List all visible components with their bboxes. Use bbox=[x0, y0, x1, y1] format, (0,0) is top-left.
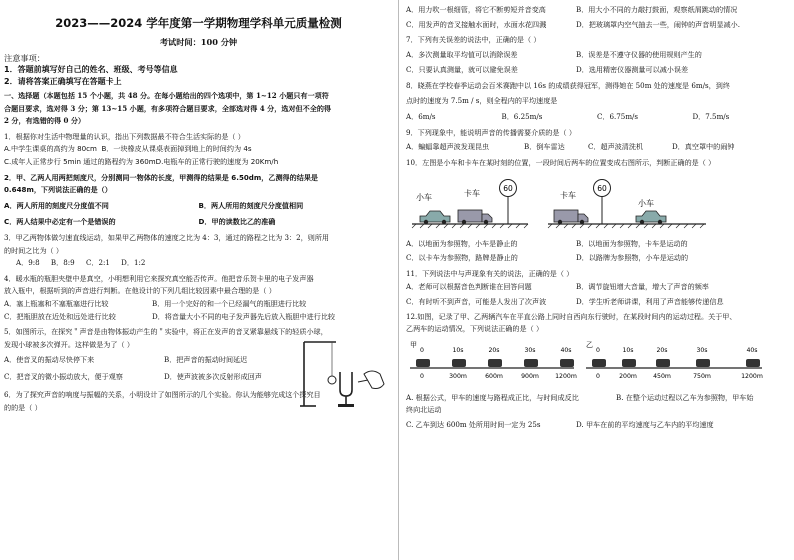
q11-option-c: C．有时听不到声音，可能是人发出了次声波 bbox=[406, 296, 547, 306]
q9-option-b: B．倒车雷达 bbox=[524, 142, 565, 152]
q5-block bbox=[4, 326, 393, 383]
note-item: 1．答题前填写好自己的姓名、班级、考号等信息 bbox=[4, 65, 178, 74]
q2-option-c: C．两人结果中必定有一个是错误的 bbox=[4, 217, 116, 227]
q1-stem: 1．根据你对生活中物理量的认识，指出下列数据最不符合生活实际的是（ ） bbox=[4, 131, 245, 141]
q4-options-ab bbox=[4, 298, 393, 311]
jia-time-0: 0 bbox=[420, 346, 424, 354]
car-label-left: 小车 bbox=[416, 192, 432, 202]
q1-option-d: D.电瓶车的正常行驶的速度为 20Km/h bbox=[155, 156, 279, 166]
q8-option-d: D．7.5m/s bbox=[692, 112, 730, 122]
jia-dist-1: 300m bbox=[449, 372, 467, 380]
q8-option-c: C．6.75m/s bbox=[597, 112, 639, 122]
car-label-right: 小车 bbox=[638, 198, 654, 208]
section-intro-line: 2 分，有选错的得 0 分） bbox=[4, 116, 86, 126]
q5-option-c: C．把音叉的微小振动放大，便于观察 bbox=[4, 371, 123, 381]
jia-time-3: 30s bbox=[524, 346, 536, 354]
q3-options bbox=[4, 257, 393, 270]
notes-heading: 注意事项： bbox=[4, 53, 45, 63]
q5-option-d: D．使声波被多次反射形成回声 bbox=[164, 371, 262, 381]
car-right bbox=[636, 211, 666, 222]
exam-title: 2023——2024 学年度第一学期物理学科单元质量检测 bbox=[55, 16, 342, 30]
q10-option-d: D．以路牌为参照物，小车是运动的 bbox=[576, 253, 689, 263]
exam-duration: 考试时间：100 分钟 bbox=[159, 37, 238, 47]
speed-sign-left-value: 60 bbox=[503, 183, 513, 193]
yi-time-2: 20s bbox=[656, 346, 668, 354]
q12-stem-line: 乙两车的运动情况，下列说法正确的是（ ） bbox=[406, 324, 544, 334]
q5-option-b: B．把声音的振动时间延迟 bbox=[164, 355, 248, 365]
q3-option-d: D．1:2 bbox=[121, 258, 146, 268]
yi-dist-2: 450m bbox=[653, 372, 671, 380]
q10-option-c: C．以卡车为参照物，路牌是静止的 bbox=[406, 253, 518, 263]
q2-option-b: B．两人所用的刻度尺分度值相同 bbox=[198, 200, 304, 210]
q3-option-b: B．8:9 bbox=[50, 258, 75, 268]
q11-options-ab bbox=[406, 281, 788, 294]
q4-option-d: D．将音量大小不同的电子发声器先后放入瓶胆中进行比较 bbox=[152, 311, 336, 321]
yi-dist-3: 750m bbox=[693, 372, 711, 380]
jia-dist-0: 0 bbox=[420, 372, 424, 380]
q1-options-cd bbox=[4, 156, 393, 169]
q8-option-a: A．6m/s bbox=[406, 112, 436, 122]
q12-option-a: A. 根据公式，甲车的速度与路程成正比，与时间成反比 bbox=[406, 392, 579, 402]
q6-stem-line: 6．为了探究声音的响度与振幅的关系，小明设计了如图所示的几个实验。你认为能够完成这个探究目 bbox=[4, 390, 321, 400]
q10-stem: 10．左图是小车和卡车在某时刻的位置，一段时间后两车的位置变成右图所示，判断正确的是（ ） bbox=[406, 157, 716, 167]
yi-time-1: 10s bbox=[622, 346, 634, 354]
note-item: 2．请将答案正确填写在答题卡上 bbox=[4, 77, 122, 86]
q10-option-a: A．以地面为参照物，小车是静止的 bbox=[406, 238, 518, 248]
q5-stem-line: 发现小球被多次弹开。这样做是为了（ ） bbox=[4, 339, 134, 349]
q4-stem-line: 4．暖水瓶的瓶胆夹壁中是真空，小明想利用它来探究真空能否传声。他把音乐贺卡里的电子发声器 bbox=[4, 273, 314, 283]
q12-options-cd bbox=[406, 419, 788, 432]
q3-option-a: A．9:8 bbox=[16, 258, 40, 268]
q12-options-ab bbox=[406, 392, 788, 405]
left-scene bbox=[412, 179, 528, 228]
q4-stem-line: 放入瓶中，根据听到的声音进行判断。在他设计的下列几组比较因素中最合理的是（ ） bbox=[4, 286, 276, 296]
q8-options bbox=[406, 111, 788, 124]
column-divider bbox=[398, 0, 399, 560]
yi-track bbox=[586, 341, 763, 380]
q3-option-c: C．2:1 bbox=[85, 258, 110, 268]
q3-stem-line: 的时间之比为（ ） bbox=[4, 245, 64, 255]
q2-option-d: D．甲的读数比乙的准确 bbox=[198, 217, 276, 227]
q7-options-ab bbox=[406, 49, 788, 62]
q12-option-b: B. 在整个运动过程以乙车为参照物，甲车始 bbox=[616, 392, 754, 402]
yi-dist-1: 200m bbox=[619, 372, 637, 380]
tuning-fork-figure bbox=[296, 334, 392, 408]
q10-figure bbox=[406, 172, 788, 236]
q10-options-ab bbox=[406, 238, 788, 251]
q7-option-b: B．误差是不遵守仪器的使用规则产生的 bbox=[576, 49, 702, 59]
q11-option-d: D．学生听老师讲课，利用了声音能够传递信息 bbox=[576, 296, 724, 306]
q4-option-c: C．把瓶胆放在近处和远处进行比较 bbox=[4, 311, 116, 321]
q9-stem: 9．下列现象中，能说明声音的传播需要介质的是（ ） bbox=[406, 127, 576, 137]
q2-stem-line: 0.648m，下列说法正确的是（） bbox=[4, 185, 112, 195]
yi-time-4: 40s bbox=[746, 346, 758, 354]
q7-options-cd bbox=[406, 64, 788, 77]
yi-time-3: 30s bbox=[696, 346, 708, 354]
yi-dist-4: 1200m bbox=[741, 372, 763, 380]
q2-options-cd bbox=[4, 216, 393, 229]
jia-time-4: 40s bbox=[560, 346, 572, 354]
truck-label-left: 卡车 bbox=[464, 188, 480, 198]
q4-option-b: B．用一个完好的和一个已经漏气的瓶胆进行比较 bbox=[152, 298, 307, 308]
q9-options bbox=[406, 141, 788, 154]
q12-stem-line: 12.如图，记录了甲、乙两辆汽车在平直公路上同时自西向东行驶时，在某段时间内的运动过程。关于甲、 bbox=[406, 311, 737, 321]
q12-figure bbox=[406, 338, 788, 392]
right-scene bbox=[548, 179, 706, 228]
truck-label-right: 卡车 bbox=[560, 190, 576, 200]
q7-option-c: C．只要认真测量，就可以避免误差 bbox=[406, 65, 518, 75]
q6-options-cd bbox=[406, 19, 788, 32]
q12-option-b-cont: 终向北运动 bbox=[406, 405, 442, 415]
q7-option-d: D．选用精密仪器测量可以减小误差 bbox=[576, 65, 689, 75]
q6-options-ab bbox=[406, 4, 788, 17]
q5-stem-line: 5．如图所示，在探究＂声音是由物体振动产生的＂实验中，将正在发声的音叉紧靠悬线下的轻质小球， bbox=[4, 327, 328, 337]
speed-sign-right-value: 60 bbox=[597, 183, 607, 193]
section-intro-line: 合题目要求，选对得 3 分；第 13~15 小题，有多项符合题目要求，全部选对得 4 分，选对但不全的得 bbox=[4, 103, 332, 113]
q7-stem: 7．下列有关误差的说法中，正确的是（ ） bbox=[406, 35, 541, 45]
q1-option-c: C.成年人正常步行 5min 通过的路程约为 360m bbox=[4, 156, 156, 166]
q7-option-a: A．多次测量取平均值可以消除误差 bbox=[406, 49, 518, 59]
q4-option-a: A．塞上瓶塞和不塞瓶塞进行比较 bbox=[4, 298, 109, 308]
car-left bbox=[420, 211, 450, 222]
q9-option-a: A．蝙蝠靠超声波发现昆虫 bbox=[406, 142, 490, 152]
q8-option-b: B．6.25m/s bbox=[501, 112, 543, 122]
yi-dist-0: 0 bbox=[596, 372, 600, 380]
q1-options-ab bbox=[4, 143, 393, 156]
jia-dist-2: 600m bbox=[485, 372, 503, 380]
q10-option-b: B．以地面为参照物，卡车是运动的 bbox=[576, 238, 688, 248]
q2-stem-line: 2．甲、乙两人用两把刻度尺，分别测同一物体的长度，甲测得的结果是 6.50dm，乙测得的结果是 bbox=[4, 172, 319, 182]
jia-dist-3: 900m bbox=[521, 372, 539, 380]
car-distance-diagram bbox=[406, 338, 788, 392]
truck-left bbox=[458, 210, 482, 222]
jia-time-2: 20s bbox=[488, 346, 500, 354]
jia-label: 甲 bbox=[410, 340, 417, 349]
jia-time-1: 10s bbox=[452, 346, 464, 354]
q11-option-b: B．调节旋钮增大音量，增大了声音的频率 bbox=[576, 282, 709, 292]
q8-stem-line: 8．晓燕在学校春季运动会百米赛跑中以 16s 的成绩获得冠军，测得她在 50m 处的速度是 6m/s，到终 bbox=[406, 80, 730, 90]
jia-dist-4: 1200m bbox=[555, 372, 577, 380]
q9-option-d: D．真空罩中的闹钟 bbox=[672, 142, 735, 152]
yi-label: 乙 bbox=[586, 340, 593, 349]
q8-stem-line: 点时的速度为 7.5m / s，则全程内的平均速度是 bbox=[406, 95, 558, 105]
q9-option-c: C．超声波清洗机 bbox=[588, 142, 644, 152]
q1-option-a: A.中学生课桌的高约为 80cm bbox=[4, 144, 97, 154]
q12-option-d: D. 甲车在前的平均速度与乙车内的平均速度 bbox=[576, 419, 714, 429]
q10-options-cd bbox=[406, 252, 788, 265]
q6-option-b: B．用大小不同的力敲打鼓面，观察纸屑跳动的情况 bbox=[576, 5, 738, 14]
q5-option-a: A．使音叉的振动尽快停下来 bbox=[4, 355, 95, 365]
q1-option-b: B．一块橡皮从课桌表面掉到地上的时间约为 4s bbox=[101, 144, 252, 154]
car-truck-diagram bbox=[406, 172, 788, 236]
truck-right bbox=[554, 210, 578, 222]
section-intro-line: 一、选择题（本题包括 15 个小题，共 48 分。在每小题给出的四个选项中，第 1~12 小题只有一项符 bbox=[4, 91, 329, 100]
q2-options-ab bbox=[4, 200, 393, 213]
q3-stem-line: 3．甲乙两物体做匀速直线运动，如果甲乙两物体的速度之比为 4：3，通过的路程之比为 3：2，则所用 bbox=[4, 232, 330, 242]
jia-track bbox=[410, 341, 577, 380]
right-column bbox=[400, 0, 794, 560]
q6-option-c: C．用发声的音叉接触水面时，水面水花四溅 bbox=[406, 19, 547, 29]
q6-stem-line: 的的是（ ） bbox=[4, 403, 42, 413]
q4-options-cd bbox=[4, 311, 393, 324]
q11-stem: 11．下列说法中与声现象有关的说法，正确的是（ ） bbox=[406, 268, 574, 278]
q11-options-cd bbox=[406, 296, 788, 309]
yi-time-0: 0 bbox=[596, 346, 600, 354]
q6-option-a: A．用力吹一根细管，将它不断剪短并音变高 bbox=[406, 5, 546, 14]
q11-option-a: A．老师可以根据音色判断谁在回答问题 bbox=[406, 282, 532, 292]
q6-option-d: D．把玻璃罩内空气抽去一些，闹钟的声音明显减小. bbox=[576, 19, 741, 29]
q12-option-c: C. 乙车到达 600m 处所用时间一定为 25s bbox=[406, 419, 541, 429]
q2-option-a: A．两人所用的刻度尺分度值不同 bbox=[4, 200, 109, 210]
